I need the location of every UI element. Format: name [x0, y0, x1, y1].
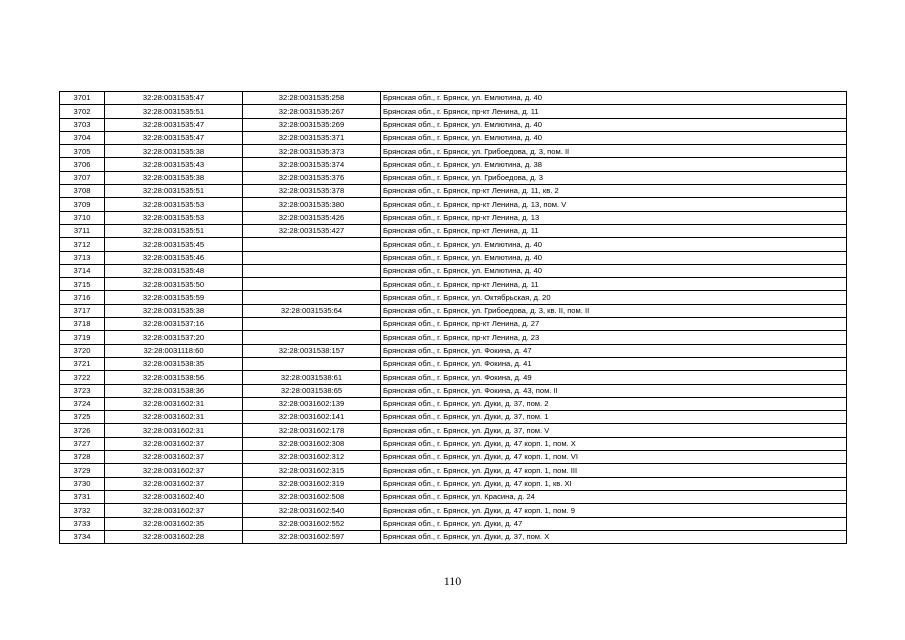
row-number-cell: 3719: [60, 331, 105, 344]
related-cadastral-number-cell: 32:28:0031602:552: [243, 517, 381, 530]
table-row: [60, 318, 847, 331]
cadastral-number-cell: 32:28:0031602:35: [105, 517, 243, 530]
table-row: [60, 424, 847, 437]
cadastral-number-cell: 32:28:0031538:56: [105, 371, 243, 384]
address-cell: Брянская обл., г. Брянск, ул. Емлютина, д. 38: [381, 158, 847, 171]
table-row: [60, 477, 847, 490]
row-number-cell: 3701: [60, 92, 105, 105]
row-number-cell: 3717: [60, 304, 105, 317]
related-cadastral-number-cell: 32:28:0031538:65: [243, 384, 381, 397]
address-cell: Брянская обл., г. Брянск, ул. Дуки, д. 47 корп. 1, пом. X: [381, 437, 847, 450]
related-cadastral-number-cell: 32:28:0031535:378: [243, 185, 381, 198]
address-cell: Брянская обл., г. Брянск, ул. Дуки, д. 37, пом. 2: [381, 397, 847, 410]
row-number-cell: 3723: [60, 384, 105, 397]
table-row: [60, 411, 847, 424]
row-number-cell: 3703: [60, 118, 105, 131]
address-cell: Брянская обл., г. Брянск, ул. Фокина, д. 47: [381, 344, 847, 357]
related-cadastral-number-cell: [243, 238, 381, 251]
related-cadastral-number-cell: 32:28:0031535:269: [243, 118, 381, 131]
table-row: [60, 264, 847, 277]
address-cell: Брянская обл., г. Брянск, ул. Грибоедова, д. 3, кв. II, пом. II: [381, 304, 847, 317]
address-cell: Брянская обл., г. Брянск, пр-кт Ленина, д. 11, кв. 2: [381, 185, 847, 198]
related-cadastral-number-cell: [243, 264, 381, 277]
cadastral-number-cell: 32:28:0031535:53: [105, 211, 243, 224]
cadastral-number-cell: 32:28:0031535:47: [105, 92, 243, 105]
row-number-cell: 3711: [60, 224, 105, 237]
related-cadastral-number-cell: 32:28:0031535:376: [243, 171, 381, 184]
related-cadastral-number-cell: 32:28:0031602:315: [243, 464, 381, 477]
row-number-cell: 3722: [60, 371, 105, 384]
cadastral-number-cell: 32:28:0031535:50: [105, 278, 243, 291]
address-cell: Брянская обл., г. Брянск, пр-кт Ленина, д. 27: [381, 318, 847, 331]
table-row: [60, 131, 847, 144]
cadastral-number-cell: 32:28:0031535:38: [105, 171, 243, 184]
cadastral-number-cell: 32:28:0031538:36: [105, 384, 243, 397]
row-number-cell: 3729: [60, 464, 105, 477]
table-row: [60, 357, 847, 370]
table-row: [60, 451, 847, 464]
table-row: [60, 211, 847, 224]
related-cadastral-number-cell: 32:28:0031602:319: [243, 477, 381, 490]
related-cadastral-number-cell: 32:28:0031535:258: [243, 92, 381, 105]
related-cadastral-number-cell: 32:28:0031602:178: [243, 424, 381, 437]
cadastral-number-cell: 32:28:0031537:20: [105, 331, 243, 344]
table-row: [60, 464, 847, 477]
row-number-cell: 3716: [60, 291, 105, 304]
table-row: [60, 185, 847, 198]
address-cell: Брянская обл., г. Брянск, пр-кт Ленина, д. 11: [381, 278, 847, 291]
cadastral-number-cell: 32:28:0031535:51: [105, 105, 243, 118]
related-cadastral-number-cell: 32:28:0031535:380: [243, 198, 381, 211]
related-cadastral-number-cell: 32:28:0031602:312: [243, 451, 381, 464]
table-row: [60, 251, 847, 264]
related-cadastral-number-cell: [243, 251, 381, 264]
row-number-cell: 3712: [60, 238, 105, 251]
cadastral-number-cell: 32:28:0031537:16: [105, 318, 243, 331]
address-cell: Брянская обл., г. Брянск, ул. Дуки, д. 47: [381, 517, 847, 530]
table-row: [60, 344, 847, 357]
table-row: [60, 171, 847, 184]
table-row: [60, 304, 847, 317]
row-number-cell: 3718: [60, 318, 105, 331]
cadastral-number-cell: 32:28:0031535:51: [105, 185, 243, 198]
table-row: [60, 238, 847, 251]
address-cell: Брянская обл., г. Брянск, ул. Красина, д. 24: [381, 490, 847, 503]
related-cadastral-number-cell: 32:28:0031602:308: [243, 437, 381, 450]
related-cadastral-number-cell: 32:28:0031535:426: [243, 211, 381, 224]
row-number-cell: 3727: [60, 437, 105, 450]
related-cadastral-number-cell: [243, 331, 381, 344]
address-cell: Брянская обл., г. Брянск, ул. Фокина, д. 41: [381, 357, 847, 370]
cadastral-number-cell: 32:28:0031535:47: [105, 131, 243, 144]
cadastral-number-cell: 32:28:0031535:47: [105, 118, 243, 131]
address-cell: Брянская обл., г. Брянск, ул. Фокина, д. 49: [381, 371, 847, 384]
cadastral-number-cell: 32:28:0031538:35: [105, 357, 243, 370]
row-number-cell: 3709: [60, 198, 105, 211]
table-row: [60, 331, 847, 344]
table-row: [60, 504, 847, 517]
cadastral-number-cell: 32:28:0031602:31: [105, 411, 243, 424]
row-number-cell: 3734: [60, 530, 105, 543]
address-cell: Брянская обл., г. Брянск, ул. Дуки, д. 37, пом. 1: [381, 411, 847, 424]
related-cadastral-number-cell: 32:28:0031538:61: [243, 371, 381, 384]
row-number-cell: 3710: [60, 211, 105, 224]
row-number-cell: 3733: [60, 517, 105, 530]
cadastral-number-cell: 32:28:0031602:28: [105, 530, 243, 543]
related-cadastral-number-cell: 32:28:0031602:540: [243, 504, 381, 517]
row-number-cell: 3708: [60, 185, 105, 198]
cadastral-number-cell: 32:28:0031535:45: [105, 238, 243, 251]
address-cell: Брянская обл., г. Брянск, ул. Емлютина, д. 40: [381, 92, 847, 105]
cadastral-number-cell: 32:28:0031602:40: [105, 490, 243, 503]
related-cadastral-number-cell: 32:28:0031538:157: [243, 344, 381, 357]
address-cell: Брянская обл., г. Брянск, ул. Дуки, д. 47 корп. 1, пом. III: [381, 464, 847, 477]
related-cadastral-number-cell: 32:28:0031535:371: [243, 131, 381, 144]
address-cell: Брянская обл., г. Брянск, ул. Емлютина, д. 40: [381, 251, 847, 264]
row-number-cell: 3725: [60, 411, 105, 424]
row-number-cell: 3730: [60, 477, 105, 490]
row-number-cell: 3726: [60, 424, 105, 437]
table-row: [60, 224, 847, 237]
row-number-cell: 3713: [60, 251, 105, 264]
cadastral-number-cell: 32:28:0031602:31: [105, 397, 243, 410]
related-cadastral-number-cell: 32:28:0031602:141: [243, 411, 381, 424]
cadastral-number-cell: 32:28:0031602:37: [105, 437, 243, 450]
address-cell: Брянская обл., г. Брянск, ул. Емлютина, д. 40: [381, 118, 847, 131]
row-number-cell: 3720: [60, 344, 105, 357]
address-cell: Брянская обл., г. Брянск, ул. Фокина, д. 43, пом. II: [381, 384, 847, 397]
row-number-cell: 3706: [60, 158, 105, 171]
cadastral-number-cell: 32:28:0031118:60: [105, 344, 243, 357]
table-row: [60, 158, 847, 171]
cadastral-number-cell: 32:28:0031535:51: [105, 224, 243, 237]
table-row: [60, 517, 847, 530]
row-number-cell: 3705: [60, 145, 105, 158]
row-number-cell: 3728: [60, 451, 105, 464]
address-cell: Брянская обл., г. Брянск, ул. Емлютина, д. 40: [381, 264, 847, 277]
address-cell: Брянская обл., г. Брянск, пр-кт Ленина, д. 13, пом. V: [381, 198, 847, 211]
related-cadastral-number-cell: 32:28:0031535:427: [243, 224, 381, 237]
address-cell: Брянская обл., г. Брянск, ул. Дуки, д. 37, пом. V: [381, 424, 847, 437]
address-cell: Брянская обл., г. Брянск, пр-кт Ленина, д. 23: [381, 331, 847, 344]
related-cadastral-number-cell: 32:28:0031535:373: [243, 145, 381, 158]
address-cell: Брянская обл., г. Брянск, ул. Октябрьская, д. 20: [381, 291, 847, 304]
cadastral-number-cell: 32:28:0031535:46: [105, 251, 243, 264]
table-row: [60, 278, 847, 291]
row-number-cell: 3707: [60, 171, 105, 184]
address-cell: Брянская обл., г. Брянск, ул. Дуки, д. 47 корп. 1, пом. VI: [381, 451, 847, 464]
address-cell: Брянская обл., г. Брянск, ул. Дуки, д. 47 корп. 1, кв. XI: [381, 477, 847, 490]
address-cell: Брянская обл., г. Брянск, ул. Дуки, д. 47 корп. 1, пом. 9: [381, 504, 847, 517]
table-row: [60, 145, 847, 158]
registry-table-body: [60, 92, 847, 544]
table-row: [60, 105, 847, 118]
table-row: [60, 371, 847, 384]
cadastral-number-cell: 32:28:0031602:31: [105, 424, 243, 437]
address-cell: Брянская обл., г. Брянск, ул. Дуки, д. 37, пом. X: [381, 530, 847, 543]
cadastral-number-cell: 32:28:0031602:37: [105, 504, 243, 517]
cadastral-number-cell: 32:28:0031602:37: [105, 451, 243, 464]
related-cadastral-number-cell: 32:28:0031535:64: [243, 304, 381, 317]
table-row: [60, 291, 847, 304]
related-cadastral-number-cell: 32:28:0031602:597: [243, 530, 381, 543]
table-row: [60, 118, 847, 131]
row-number-cell: 3731: [60, 490, 105, 503]
page-number: 110: [443, 574, 462, 588]
address-cell: Брянская обл., г. Брянск, пр-кт Ленина, д. 11: [381, 224, 847, 237]
row-number-cell: 3724: [60, 397, 105, 410]
table-row: [60, 92, 847, 105]
cadastral-number-cell: 32:28:0031535:59: [105, 291, 243, 304]
row-number-cell: 3704: [60, 131, 105, 144]
cadastral-number-cell: 32:28:0031535:53: [105, 198, 243, 211]
address-cell: Брянская обл., г. Брянск, ул. Грибоедова, д. 3: [381, 171, 847, 184]
row-number-cell: 3721: [60, 357, 105, 370]
registry-table: [59, 91, 847, 544]
related-cadastral-number-cell: [243, 318, 381, 331]
address-cell: Брянская обл., г. Брянск, пр-кт Ленина, д. 13: [381, 211, 847, 224]
table-row: [60, 490, 847, 503]
row-number-cell: 3702: [60, 105, 105, 118]
row-number-cell: 3732: [60, 504, 105, 517]
cadastral-number-cell: 32:28:0031535:38: [105, 304, 243, 317]
address-cell: Брянская обл., г. Брянск, ул. Емлютина, д. 40: [381, 131, 847, 144]
cadastral-number-cell: 32:28:0031535:48: [105, 264, 243, 277]
table-row: [60, 437, 847, 450]
table-row: [60, 530, 847, 543]
related-cadastral-number-cell: [243, 278, 381, 291]
table-row: [60, 397, 847, 410]
address-cell: Брянская обл., г. Брянск, ул. Грибоедова, д. 3, пом. II: [381, 145, 847, 158]
cadastral-number-cell: 32:28:0031535:43: [105, 158, 243, 171]
cadastral-number-cell: 32:28:0031602:37: [105, 477, 243, 490]
row-number-cell: 3714: [60, 264, 105, 277]
table-row: [60, 198, 847, 211]
row-number-cell: 3715: [60, 278, 105, 291]
cadastral-number-cell: 32:28:0031535:38: [105, 145, 243, 158]
address-cell: Брянская обл., г. Брянск, ул. Емлютина, д. 40: [381, 238, 847, 251]
address-cell: Брянская обл., г. Брянск, пр-кт Ленина, д. 11: [381, 105, 847, 118]
related-cadastral-number-cell: [243, 357, 381, 370]
table-row: [60, 384, 847, 397]
related-cadastral-number-cell: 32:28:0031602:508: [243, 490, 381, 503]
related-cadastral-number-cell: 32:28:0031535:267: [243, 105, 381, 118]
related-cadastral-number-cell: [243, 291, 381, 304]
cadastral-number-cell: 32:28:0031602:37: [105, 464, 243, 477]
related-cadastral-number-cell: 32:28:0031535:374: [243, 158, 381, 171]
related-cadastral-number-cell: 32:28:0031602:139: [243, 397, 381, 410]
